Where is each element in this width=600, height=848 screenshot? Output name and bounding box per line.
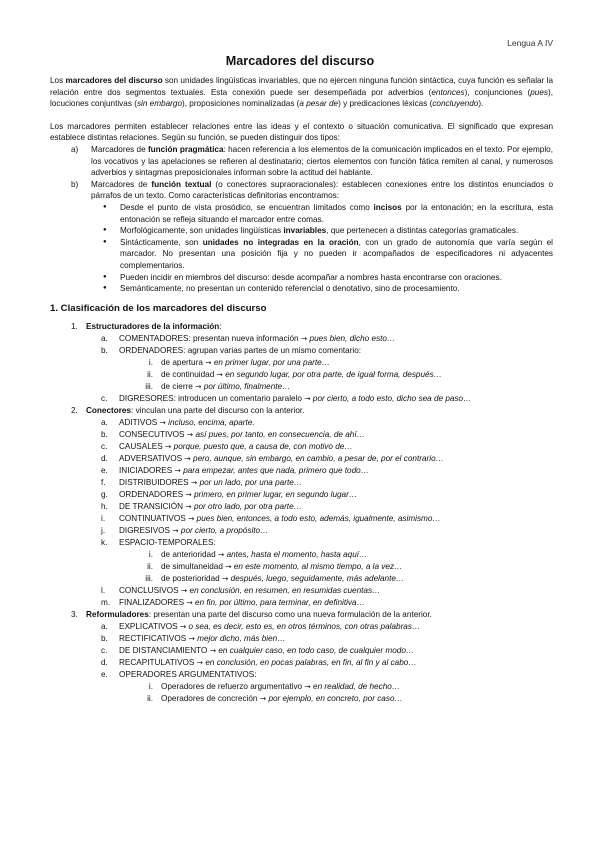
- item-label: e.: [101, 669, 108, 679]
- item-description: de apertura: [161, 357, 206, 367]
- text-run: Desde el punto de vista prosódico, se encuentran limitados como: [120, 202, 374, 212]
- characteristic-text: [120, 225, 553, 237]
- category-number: 3.: [71, 609, 78, 619]
- type-label: b): [71, 179, 79, 189]
- subcategory-item: [101, 645, 553, 657]
- subtype-item: [133, 681, 553, 693]
- item-label: b.: [101, 633, 108, 643]
- arrow-icon: →: [180, 585, 190, 595]
- item-examples: en segundo lugar, por otra parte, de igual forma, después…: [225, 369, 442, 379]
- arrow-icon: →: [304, 393, 313, 403]
- type-text: [91, 144, 553, 179]
- arrow-icon: →: [164, 441, 174, 451]
- item-text: [119, 441, 553, 453]
- text-run: Semánticamente, no presentan un contenido referencial o denotativo, sino de procesamiento.: [120, 284, 460, 294]
- characteristic-text: [120, 283, 553, 295]
- text-run: ) y predicaciones léxicas (: [338, 99, 433, 109]
- arrow-icon: →: [174, 465, 184, 475]
- item-label: l.: [101, 585, 106, 595]
- item-examples: por otro lado, por otra parte…: [193, 501, 302, 511]
- intro-paragraph: [50, 75, 553, 110]
- text-run: ), conjunciones (: [464, 87, 531, 97]
- category-number: 1.: [71, 321, 78, 331]
- arrow-icon: →: [185, 489, 195, 499]
- item-examples: en fin, por último, para terminar, en definitiva…: [195, 597, 365, 607]
- category-name: Estructuradores de la información: [86, 321, 220, 331]
- item-examples: incluso, encima, aparte.: [168, 417, 255, 427]
- category-item: [71, 405, 553, 417]
- subtype-item: [133, 561, 553, 573]
- arrow-icon: →: [185, 501, 194, 511]
- arrow-icon: →: [196, 657, 206, 667]
- italic-term: pues: [530, 87, 548, 97]
- arrow-icon: →: [159, 417, 169, 427]
- arrow-icon: →: [225, 561, 234, 571]
- type-item: [71, 179, 553, 202]
- text-run: ), locuciones conjuntivas (: [50, 87, 553, 109]
- types-list: [50, 144, 553, 202]
- text-run: ), proposiciones nominalizadas (: [182, 99, 300, 109]
- subcategory-item: [101, 597, 553, 609]
- item-examples: pero, aunque, sin embargo, en cambio, a pesar de, por el contrario…: [193, 453, 444, 463]
- item-text: [119, 669, 553, 681]
- item-examples: por último, finalmente…: [203, 381, 291, 391]
- item-examples: o sea, es decir, esto es, en otros términos, con otras palabras…: [188, 621, 421, 631]
- subtype-item: [133, 369, 553, 381]
- text-run: Marcadores de: [91, 179, 152, 189]
- category-description: : presentan una parte del discurso como una nueva formulación de la anterior.: [148, 609, 432, 619]
- category-text: [86, 405, 553, 417]
- text-run: (o conectores supraoracionales): establecen conexiones entre los distintos enunciados o párrafos de un texto. Como características definitorias encontramos:: [91, 179, 553, 201]
- arrow-icon: →: [209, 645, 219, 655]
- type-label: a): [71, 144, 79, 154]
- item-description: ADITIVOS: [119, 417, 160, 427]
- item-label: f.: [101, 477, 106, 487]
- item-text: [119, 645, 553, 657]
- text-run: Los: [50, 76, 66, 85]
- types-intro-paragraph: [50, 121, 553, 144]
- item-description: DISTRIBUIDORES: [119, 477, 191, 487]
- item-examples: porque, puesto que, a causa de, con motivo de…: [173, 441, 353, 451]
- course-label: Lengua A IV: [507, 38, 553, 48]
- item-text: [119, 465, 553, 477]
- arrow-icon: →: [188, 633, 198, 643]
- bold-term: marcadores del discurso: [65, 76, 163, 85]
- item-description: Operadores de refuerzo argumentativo: [161, 681, 305, 691]
- document-body: [50, 75, 553, 705]
- item-description: de posterioridad: [161, 573, 222, 583]
- item-examples: así pues, por tanto, en consecuencia, de ahí…: [195, 429, 365, 439]
- type-text: [91, 179, 553, 202]
- item-label: b.: [101, 345, 108, 355]
- item-text: [119, 585, 553, 597]
- item-label: c.: [101, 441, 108, 451]
- subcategory-item: [101, 525, 553, 537]
- item-examples: en realidad, de hecho…: [313, 681, 400, 691]
- italic-term: entonces: [431, 87, 465, 97]
- item-text: [119, 633, 553, 645]
- subtype-item: [133, 549, 553, 561]
- category-description: :: [219, 321, 222, 331]
- page-title: Marcadores del discurso: [225, 54, 375, 68]
- item-examples: por cierto, a propósito…: [180, 525, 269, 535]
- item-label: i.: [148, 681, 153, 691]
- item-description: DIGRESORES: introducen un comentario paralelo: [119, 393, 305, 403]
- subcategory-item: [101, 333, 553, 345]
- item-text: [161, 561, 553, 573]
- text-run: Pueden incidir en miembros del discurso: desde acompañar a nombres hasta encontrarse con oraciones.: [120, 272, 502, 282]
- category-item: [71, 321, 553, 333]
- subcategory-item: [101, 477, 553, 489]
- italic-term: concluyendo: [432, 99, 479, 109]
- item-label: i.: [148, 357, 153, 367]
- subcategory-item: [101, 429, 553, 441]
- item-examples: por ejemplo, en concreto, por caso…: [268, 693, 403, 703]
- subcategory-item: [101, 453, 553, 465]
- text-run: Marcadores de: [91, 144, 148, 154]
- item-examples: en este momento, al mismo tiempo, a la vez…: [233, 561, 403, 571]
- item-label: h.: [101, 501, 108, 511]
- item-text: [161, 369, 553, 381]
- item-label: j.: [101, 525, 106, 535]
- subcategory-item: [101, 489, 553, 501]
- item-label: e.: [101, 465, 108, 475]
- item-text: [119, 537, 553, 549]
- category-name: Conectores: [86, 405, 132, 415]
- subcategory-item: [101, 537, 553, 549]
- bullet-icon: ●: [103, 285, 107, 292]
- italic-term: a pesar de: [299, 99, 339, 109]
- arrow-icon: →: [216, 369, 226, 379]
- category-description: : vinculan una parte del discurso con la anterior.: [131, 405, 305, 415]
- subtype-item: [133, 357, 553, 369]
- item-label: ii.: [147, 561, 153, 571]
- subcategory-item: [101, 513, 553, 525]
- item-text: [119, 333, 553, 345]
- item-text: [119, 501, 553, 513]
- category-item: [71, 609, 553, 621]
- category-text: [86, 609, 553, 621]
- item-text: [161, 549, 553, 561]
- text-run: : hacen referencia a los elementos de la comunicación implicados en el texto. Por ejemplo, los vocativos y las apelaciones se refieren al destinatario; ciertos elementos con función fática remiten al canal, y numerosos adverbios y sintagmas preposicionales informan sobre la actitud del hablante.: [91, 144, 553, 178]
- item-examples: en conclusión, en resumen, en resumidas cuentas…: [189, 585, 381, 595]
- bold-term: incisos: [373, 202, 402, 212]
- text-run: ).: [478, 99, 484, 109]
- category-text: [86, 321, 553, 333]
- characteristic-text: [120, 237, 553, 272]
- subcategory-item: [101, 501, 553, 513]
- item-text: [119, 429, 553, 441]
- item-text: [119, 525, 553, 537]
- item-text: [119, 477, 553, 489]
- item-description: CONTINUATIVOS: [119, 513, 188, 523]
- item-description: CONCLUSIVOS: [119, 585, 181, 595]
- item-text: [161, 381, 553, 393]
- item-text: [119, 393, 553, 405]
- item-description: OPERADORES ARGUMENTATIVOS:: [119, 669, 257, 679]
- item-label: a.: [101, 417, 108, 427]
- characteristic-item: [103, 283, 553, 295]
- subcategory-item: [101, 585, 553, 597]
- item-examples: por un lado, por una parte…: [199, 477, 302, 487]
- item-text: [119, 453, 553, 465]
- item-label: a.: [101, 621, 108, 631]
- arrow-icon: →: [259, 693, 269, 703]
- characteristic-item: [103, 225, 553, 237]
- item-examples: por cierto, a todo esto, dicho sea de paso…: [312, 393, 472, 403]
- bullet-icon: ●: [103, 273, 107, 280]
- arrow-icon: →: [186, 597, 196, 607]
- bullet-icon: ●: [103, 203, 107, 210]
- item-examples: pues bien, entonces, a todo esto, además, igualmente, asimismo…: [196, 513, 441, 523]
- arrow-icon: →: [300, 333, 310, 343]
- arrow-icon: →: [217, 549, 227, 559]
- item-text: [161, 681, 553, 693]
- text-run: por la entonación; en la escritura, esta entonación se refleja situando el marcador entre comas.: [120, 202, 554, 224]
- item-description: de simultaneidad: [161, 561, 226, 571]
- subtype-item: [133, 573, 553, 585]
- item-label: i.: [148, 549, 153, 559]
- bullet-icon: ●: [103, 227, 107, 234]
- item-description: DE DISTANCIAMIENTO: [119, 645, 210, 655]
- arrow-icon: →: [190, 477, 200, 487]
- subcategory-item: [101, 393, 553, 405]
- item-label: a.: [101, 333, 108, 343]
- item-description: ESPACIO-TEMPORALES:: [119, 537, 216, 547]
- item-description: de continuidad: [161, 369, 217, 379]
- characteristics-list: [50, 202, 553, 295]
- arrow-icon: →: [186, 429, 196, 439]
- bold-term: función pragmática: [147, 144, 224, 154]
- arrow-icon: →: [179, 621, 189, 631]
- item-label: c.: [101, 393, 108, 403]
- item-label: d.: [101, 453, 108, 463]
- arrow-icon: →: [195, 381, 204, 391]
- subcategory-item: [101, 633, 553, 645]
- arrow-icon: →: [188, 513, 197, 523]
- item-description: ADVERSATIVOS: [119, 453, 185, 463]
- item-label: ii.: [147, 693, 153, 703]
- arrow-icon: →: [205, 357, 214, 367]
- item-label: g.: [101, 489, 108, 499]
- item-description: DIGRESIVOS: [119, 525, 173, 535]
- item-description: RECTIFICATIVOS: [119, 633, 189, 643]
- text-run: son unidades lingüísticas invariables, que no ejercen ninguna función sintáctica, cuya función es señalar la relación entre dos segmentos textuales. Esta conexión puede ser desempeñada por adverbios (: [50, 76, 553, 97]
- item-text: [119, 513, 553, 525]
- item-description: Operadores de concreción: [161, 693, 260, 703]
- type-item: [71, 144, 553, 179]
- category-number: 2.: [71, 405, 78, 415]
- item-label: d.: [101, 657, 108, 667]
- arrow-icon: →: [222, 573, 231, 583]
- text-run: Morfológicamente, son unidades lingüísticas: [120, 226, 284, 236]
- item-examples: después, luego, seguidamente, más adelante…: [230, 573, 405, 583]
- bold-term: invariables: [283, 226, 327, 236]
- subcategory-item: [101, 441, 553, 453]
- bold-term: función textual: [151, 179, 212, 189]
- item-description: DE TRANSICIÓN: [119, 501, 186, 511]
- characteristic-text: [120, 272, 553, 284]
- item-label: b.: [101, 429, 108, 439]
- item-text: [161, 573, 553, 585]
- text-run: , con un grado de autonomía que varía según el marcador. No presentan una posición fija y no pueden ir acompañados de especificadores ni adyacentes complementarios.: [120, 237, 554, 270]
- text-run: Los marcadores permiten establecer relaciones entre las ideas y el contexto o situación comunicativa. El significado que expresan establece distintas relaciones. Según su función, se pueden distinguir dos tipos:: [50, 121, 553, 143]
- characteristic-item: [103, 202, 553, 225]
- subcategory-item: [101, 621, 553, 633]
- item-description: de anterioridad: [161, 549, 218, 559]
- item-description: ORDENADORES: agrupan varias partes de un mismo comentario:: [119, 345, 362, 355]
- subtype-item: [133, 381, 553, 393]
- text-run: Sintácticamente, son: [120, 237, 203, 247]
- item-label: iii.: [145, 381, 153, 391]
- item-description: de cierre: [161, 381, 196, 391]
- item-examples: en primer lugar, por una parte…: [213, 357, 330, 367]
- item-description: CAUSALES: [119, 441, 165, 451]
- item-description: EXPLICATIVOS: [119, 621, 180, 631]
- characteristic-item: [103, 272, 553, 284]
- subcategory-item: [101, 417, 553, 429]
- item-description: ORDENADORES: [119, 489, 186, 499]
- subcategory-item: [101, 669, 553, 681]
- arrow-icon: →: [172, 525, 181, 535]
- item-label: iii.: [145, 573, 153, 583]
- item-examples: primero, en primer lugar, en segundo lugar…: [194, 489, 358, 499]
- item-text: [119, 621, 553, 633]
- item-description: CONSECUTIVOS: [119, 429, 187, 439]
- bullet-icon: ●: [103, 238, 107, 245]
- item-examples: antes, hasta el momento, hasta aquí…: [226, 549, 368, 559]
- item-examples: en cualquier caso, en todo caso, de cualquier modo…: [218, 645, 415, 655]
- item-text: [119, 657, 553, 669]
- bold-term: unidades no integradas en la oración: [202, 237, 359, 247]
- item-text: [161, 357, 553, 369]
- item-label: ii.: [147, 369, 153, 379]
- subcategory-item: [101, 465, 553, 477]
- item-examples: pues bien, dicho esto…: [309, 333, 396, 343]
- characteristic-text: [120, 202, 553, 225]
- item-text: [119, 345, 553, 357]
- subtype-item: [133, 693, 553, 705]
- item-label: k.: [101, 537, 108, 547]
- category-name: Reformuladores: [86, 609, 149, 619]
- arrow-icon: →: [184, 453, 194, 463]
- item-description: FINALIZADORES: [119, 597, 187, 607]
- subcategory-item: [101, 657, 553, 669]
- item-text: [119, 489, 553, 501]
- text-run: , que pertenecen a distintas categorías gramaticales.: [326, 226, 519, 236]
- item-examples: mejor dicho, más bien…: [197, 633, 286, 643]
- item-examples: en conclusión, en pocas palabras, en fin, al fin y al cabo…: [205, 657, 417, 667]
- item-text: [119, 597, 553, 609]
- item-description: RECAPITULATIVOS: [119, 657, 197, 667]
- item-text: [161, 693, 553, 705]
- italic-term: sin embargo: [136, 99, 182, 109]
- classification-list: [50, 321, 553, 705]
- item-text: [119, 417, 553, 429]
- item-label: i.: [101, 513, 106, 523]
- item-examples: para empezar, antes que nada, primero que todo…: [183, 465, 369, 475]
- item-description: COMENTADORES: presentan nueva información: [119, 333, 301, 343]
- item-label: m.: [101, 597, 111, 607]
- item-label: c.: [101, 645, 108, 655]
- arrow-icon: →: [304, 681, 314, 691]
- characteristic-item: [103, 237, 553, 272]
- subcategory-item: [101, 345, 553, 357]
- section-heading: 1. Clasificación de los marcadores del discurso: [50, 302, 267, 314]
- item-description: INICIADORES: [119, 465, 175, 475]
